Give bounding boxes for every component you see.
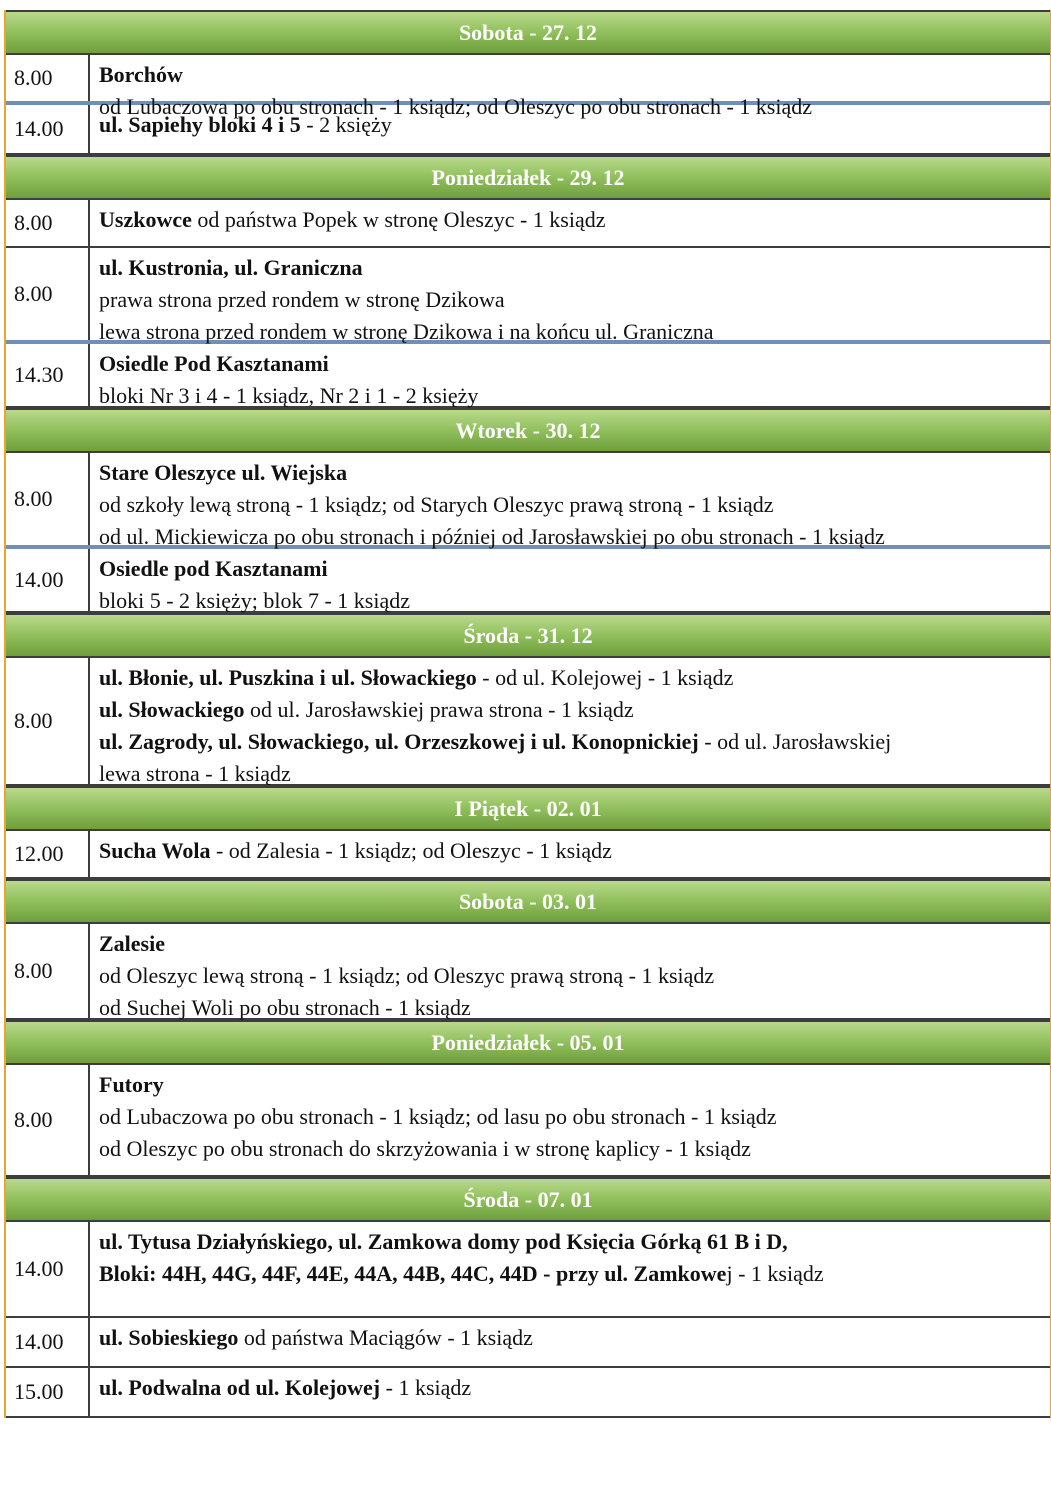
location-detail: bloki 5 - 2 księży; blok 7 - 1 ksiądz xyxy=(99,588,411,613)
location-name: Bloki: 44H, 44G, 44F, 44E, 44A, 44B, 44C, 44D - przy ul. Zamkowe xyxy=(99,1261,727,1286)
visit-row xyxy=(6,344,1050,408)
visit-time: 15.00 xyxy=(6,1368,90,1416)
visit-time: 8.00 xyxy=(6,200,90,246)
description-line xyxy=(99,662,1044,694)
location-name: ul. Sapiehy bloki 4 i 5 xyxy=(99,112,301,137)
visit-time: 14.00 xyxy=(6,105,90,153)
description-line xyxy=(99,1226,1044,1258)
day-header: Sobota - 27. 12 xyxy=(6,10,1050,55)
description-line xyxy=(99,457,1044,489)
visit-row xyxy=(6,55,1050,119)
location-name: Sucha Wola xyxy=(99,838,211,863)
description-line xyxy=(99,252,1044,284)
location-name: ul. Zagrody, ul. Słowackiego, ul. Orzeszkowej i ul. Konopnickiej xyxy=(99,729,699,754)
location-name: ul. Sobieskiego xyxy=(99,1325,239,1350)
location-detail: od ul. Mickiewicza po obu stronach i później od Jarosławskiej po obu stronach - 1 ksiądz xyxy=(99,524,885,549)
location-name: Stare Oleszyce ul. Wiejska xyxy=(99,460,348,485)
location-name: Zalesie xyxy=(99,931,165,956)
description-line xyxy=(99,1133,1044,1165)
visit-description xyxy=(90,55,1050,119)
visit-time: 8.00 xyxy=(6,1065,90,1175)
visit-description xyxy=(90,344,1050,406)
description-line xyxy=(99,380,1044,412)
location-detail: - od ul. Kolejowej - 1 ksiądz xyxy=(476,665,734,690)
description-line xyxy=(99,1101,1044,1133)
visit-description xyxy=(90,1065,1050,1175)
location-name: Osiedle Pod Kasztanami xyxy=(99,351,329,376)
visit-description xyxy=(90,1318,1050,1366)
location-name: Borchów xyxy=(99,62,183,87)
location-detail: j - 1 ksiądz xyxy=(726,1261,824,1286)
visit-row xyxy=(6,549,1050,613)
visit-description xyxy=(90,1368,1050,1416)
location-name: ul. Błonie, ul. Puszkina i ul. Słowackiego xyxy=(99,665,477,690)
visit-description xyxy=(90,200,1050,246)
description-line xyxy=(99,835,1044,867)
location-detail: od Oleszyc po obu stronach do skrzyżowania i w stronę kaplicy - 1 ksiądz xyxy=(99,1136,751,1161)
schedule-table xyxy=(4,10,1051,1418)
location-name: Osiedle pod Kasztanami xyxy=(99,556,328,581)
location-name: ul. Słowackiego xyxy=(99,697,245,722)
description-line xyxy=(99,284,1044,316)
visit-row xyxy=(6,248,1050,344)
visit-row xyxy=(6,1222,1050,1318)
location-name: ul. Podwalna od ul. Kolejowej xyxy=(99,1375,381,1400)
day-header: Poniedziałek - 29. 12 xyxy=(6,155,1050,200)
description-line xyxy=(99,726,1044,758)
location-detail: prawa strona przed rondem w stronę Dzikowa xyxy=(99,287,505,312)
visit-description xyxy=(90,248,1050,344)
location-name: Futory xyxy=(99,1072,164,1097)
location-detail: od ul. Jarosławskiej prawa strona - 1 ksiądz xyxy=(244,697,634,722)
visit-description xyxy=(90,924,1050,1018)
location-name: ul. Tytusa Działyńskiego, ul. Zamkowa domy pod Księcia Górką 61 B i D, xyxy=(99,1229,788,1254)
location-detail: od szkoły lewą stroną - 1 ksiądz; od Starych Oleszyc prawą stroną - 1 ksiądz xyxy=(99,492,774,517)
description-line xyxy=(99,348,1044,380)
description-line xyxy=(99,585,1044,617)
visit-time: 8.00 xyxy=(6,924,90,1018)
description-line xyxy=(99,109,1044,141)
visit-time: 8.00 xyxy=(6,453,90,545)
location-detail: od Suchej Woli po obu stronach - 1 ksiądz xyxy=(99,995,471,1020)
description-line xyxy=(99,992,1044,1024)
day-header: Poniedziałek - 05. 01 xyxy=(6,1020,1050,1065)
visit-row xyxy=(6,1065,1050,1177)
location-detail: od Lubaczowa po obu stronach - 1 ksiądz; od Oleszyc po obu stronach - 1 ksiądz xyxy=(99,94,812,119)
location-detail: od państwa Maciągów - 1 ksiądz xyxy=(238,1325,533,1350)
visit-description xyxy=(90,658,1050,784)
visit-time: 14.30 xyxy=(6,344,90,406)
visit-time: 8.00 xyxy=(6,248,90,340)
location-detail: lewa strona - 1 ksiądz xyxy=(99,761,291,786)
description-line xyxy=(99,1372,1044,1404)
visit-time: 12.00 xyxy=(6,831,90,877)
visit-description xyxy=(90,105,1050,153)
location-detail: bloki Nr 3 i 4 - 1 ksiądz, Nr 2 i 1 - 2 księży xyxy=(99,383,479,408)
day-header: Środa - 31. 12 xyxy=(6,613,1050,658)
visit-description xyxy=(90,1222,1050,1316)
day-header: I Piątek - 02. 01 xyxy=(6,786,1050,831)
location-name: Uszkowce xyxy=(99,207,192,232)
visit-row xyxy=(6,658,1050,786)
location-detail: - od Zalesia - 1 ksiądz; od Oleszyc - 1 ksiądz xyxy=(210,838,612,863)
description-line xyxy=(99,553,1044,585)
location-name: ul. Kustronia, ul. Graniczna xyxy=(99,255,363,280)
visit-time: 14.00 xyxy=(6,549,90,611)
visit-row xyxy=(6,924,1050,1020)
location-detail: - 1 ksiądz xyxy=(380,1375,472,1400)
description-line xyxy=(99,59,1044,91)
description-line xyxy=(99,1322,1044,1354)
visit-time: 8.00 xyxy=(6,55,90,101)
visit-description xyxy=(90,453,1050,549)
visit-row xyxy=(6,831,1050,879)
location-detail: od Oleszyc lewą stroną - 1 ksiądz; od Oleszyc prawą stroną - 1 ksiądz xyxy=(99,963,715,988)
visit-row xyxy=(6,1368,1050,1418)
day-header: Środa - 07. 01 xyxy=(6,1177,1050,1222)
location-detail: lewa strona przed rondem w stronę Dzikowa i na końcu ul. Graniczna xyxy=(99,319,714,344)
description-line xyxy=(99,758,1044,790)
location-detail: od Lubaczowa po obu stronach - 1 ksiądz; od lasu po obu stronach - 1 ksiądz xyxy=(99,1104,777,1129)
description-line xyxy=(99,1069,1044,1101)
visit-row xyxy=(6,200,1050,248)
description-line xyxy=(99,1258,1044,1290)
description-line xyxy=(99,489,1044,521)
visit-time: 14.00 xyxy=(6,1222,90,1316)
visit-row xyxy=(6,105,1050,155)
location-detail: - 2 księży xyxy=(300,112,392,137)
description-line xyxy=(99,694,1044,726)
description-line xyxy=(99,204,1044,236)
visit-time: 8.00 xyxy=(6,658,90,784)
visit-time: 14.00 xyxy=(6,1318,90,1366)
location-detail: - od ul. Jarosławskiej xyxy=(698,729,892,754)
visit-row xyxy=(6,1318,1050,1368)
visit-row xyxy=(6,453,1050,549)
description-line xyxy=(99,960,1044,992)
day-header: Sobota - 03. 01 xyxy=(6,879,1050,924)
visit-description xyxy=(90,831,1050,877)
day-header: Wtorek - 30. 12 xyxy=(6,408,1050,453)
location-detail: od państwa Popek w stronę Oleszyc - 1 ksiądz xyxy=(191,207,606,232)
description-line xyxy=(99,928,1044,960)
visit-description xyxy=(90,549,1050,611)
